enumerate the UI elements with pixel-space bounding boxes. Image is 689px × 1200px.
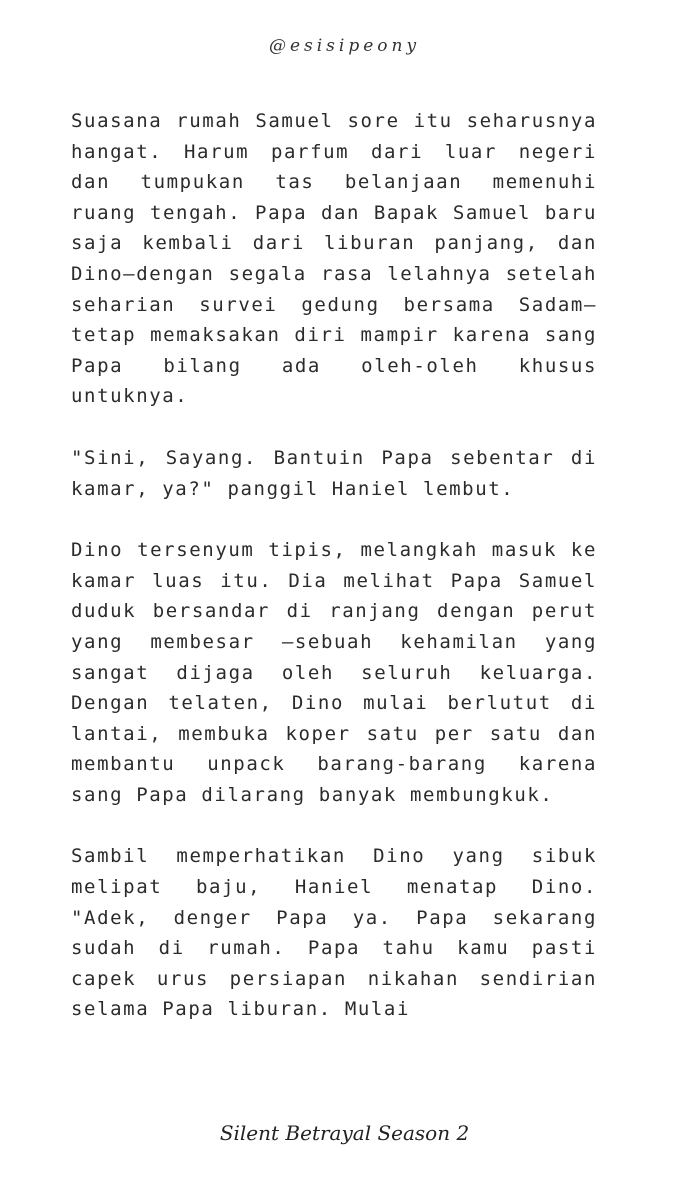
series-title: Silent Betrayal Season 2 [219, 1121, 470, 1145]
story-paragraph-4: Sambil memperhatikan Dino yang sibuk melipat baju, Haniel menatap Dino. "Adek, denger Papa ya. Papa sekarang sudah di rumah. Papa tahu kamu pasti capek urus persiapan nikahan sendirian selama Papa liburan. Mulai [71, 845, 597, 1021]
story-body [71, 106, 597, 1056]
author-handle: @esisipeony [268, 36, 421, 56]
story-paragraph-3: Dino tersenyum tipis, melangkah masuk ke kamar luas itu. Dia melihat Papa Samuel duduk bersandar di ranjang dengan perut yang membesar —sebuah kehamilan yang sangat dijaga oleh seluruh keluarga. Dengan telaten, Dino mulai berlutut di lantai, membuka koper satu per satu dan membantu unpack barang-barang karena sang Papa dilarang banyak membungkuk. [71, 539, 597, 806]
story-paragraph-2: "Sini, Sayang. Bantuin Papa sebentar di kamar, ya?" panggil Haniel lembut. [71, 446, 597, 500]
story-paragraph-1: Suasana rumah Samuel sore itu seharusnya hangat. Harum parfum dari luar negeri dan tumpukan tas belanjaan memenuhi ruang tengah. Papa dan Bapak Samuel baru saja kembali dari liburan panjang, dan Dino—dengan segala rasa lelahnya setelah seharian survei gedung bersama Sadam—tetap memaksakan diri mampir karena sang Papa bilang ada oleh-oleh khusus untuknya. [71, 110, 597, 408]
